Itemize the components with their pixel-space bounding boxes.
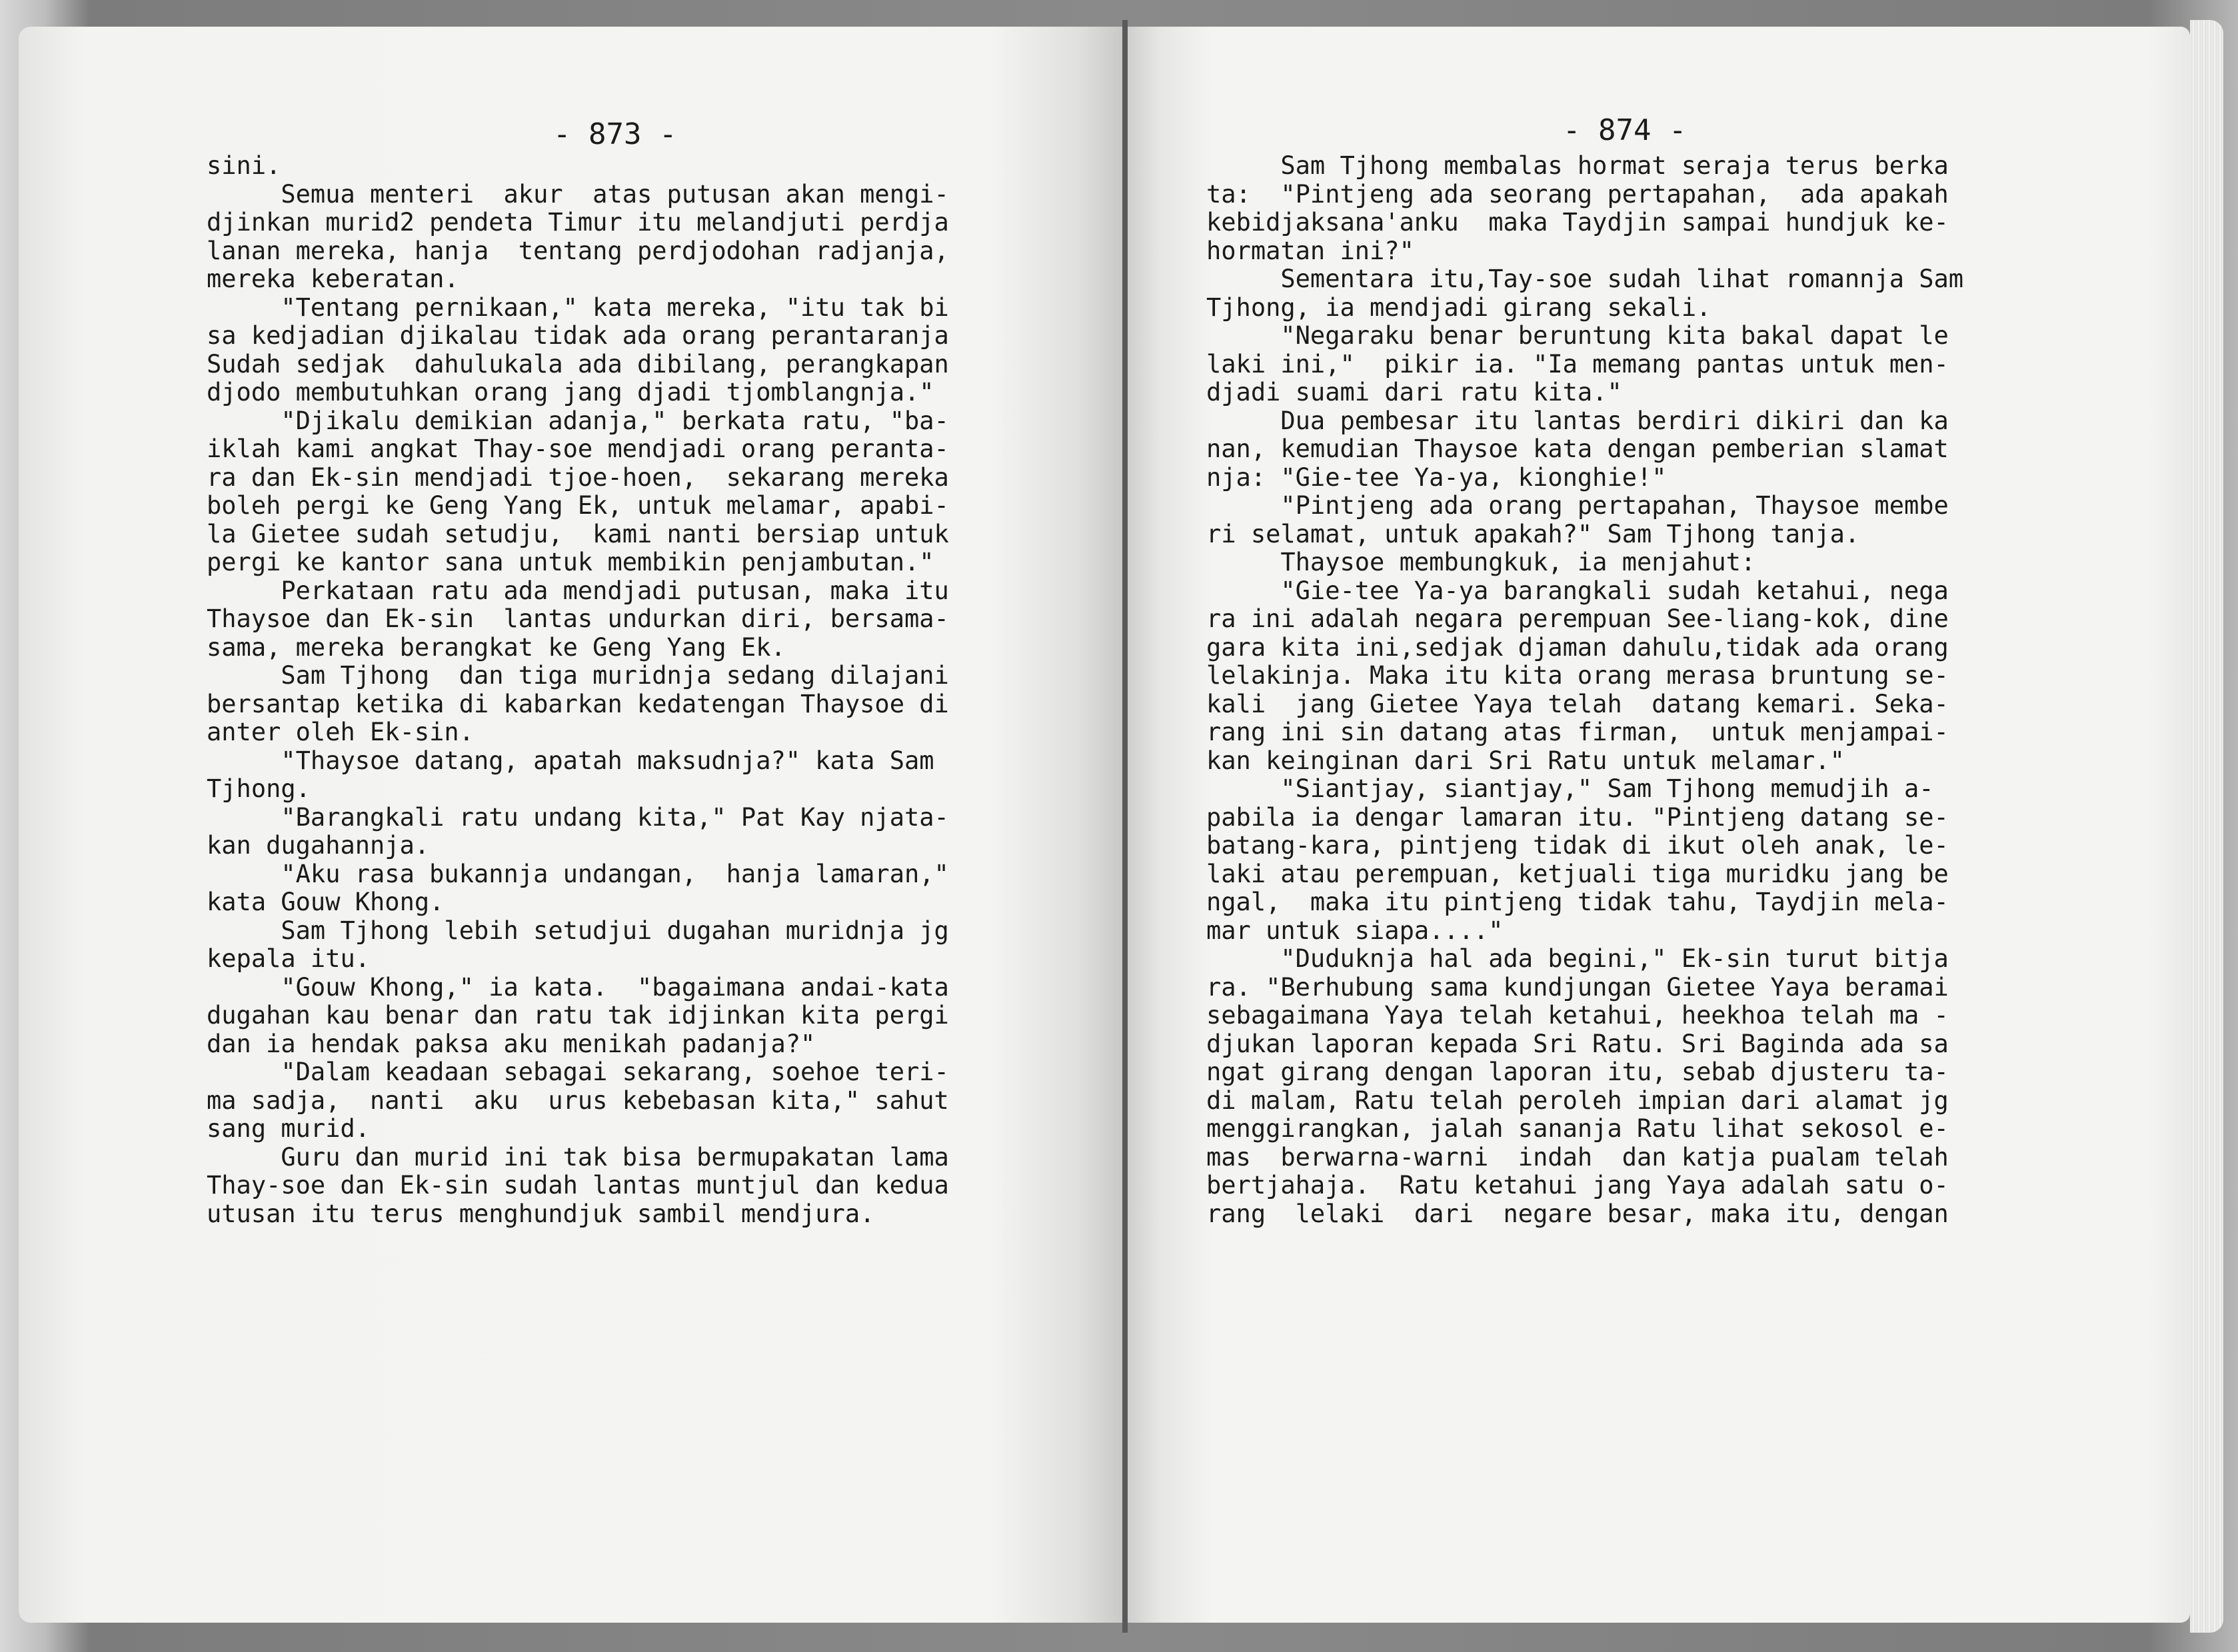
text-line: ra ini adalah negara perempuan See-liang-kok, dine [1206,604,1949,633]
text-line: gara kita ini,sedjak djaman dahulu,tidak ada orang [1206,632,1949,662]
text-line: sama, mereka berangkat ke Geng Yang Ek. [207,632,786,662]
left-page-text [207,152,1073,1228]
text-line: sebagaimana Yaya telah ketahui, heekhoa telah ma - [1206,1001,1949,1030]
text-line: lelakinja. Maka itu kita orang merasa bruntung se- [1206,661,1949,690]
left-page-number: - 873 - [553,117,677,151]
text-line: hormatan ini?" [1206,236,1414,265]
text-line: lanan mereka, hanja tentang perdjodohan radjanja, [207,236,949,265]
text-line: batang-kara, pintjeng tidak di ikut oleh anak, le- [1206,831,1949,860]
right-page-text [1206,152,2073,1228]
text-line: laki atau perempuan, ketjuali tiga muridku jang be [1206,859,1949,888]
text-line: kali jang Gietee Yaya telah datang kemari. Seka- [1206,689,1949,718]
text-line: la Gietee sudah setudju, kami nanti bersiap untuk [207,519,949,548]
text-line: mereka keberatan. [207,265,459,293]
text-line: sini. [207,151,281,180]
text-line: kan keinginan dari Sri Ratu untuk melamar." [1206,746,1845,775]
text-line: Semua menteri akur atas putusan akan mengi- [207,179,949,209]
text-line: Tjhong. [207,774,311,803]
text-line: Thaysoe dan Ek-sin lantas undurkan diri, bersama- [207,604,949,633]
text-line: Sam Tjhong dan tiga muridnja sedang dilajani [207,661,949,690]
text-line: ta: "Pintjeng ada seorang pertapahan, ada apakah [1206,179,1949,209]
text-line: "Barangkali ratu undang kita," Pat Kay njata- [207,802,949,832]
text-line: "Negaraku benar beruntung kita bakal dapat le [1206,321,1949,350]
text-line: "Dalam keadaan sebagai sekarang, soehoe teri- [207,1058,949,1086]
text-line: Dua pembesar itu lantas berdiri dikiri dan ka [1206,406,1949,435]
text-line: kebidjaksana'anku maka Taydjin sampai hundjuk ke- [1206,208,1949,237]
text-line: kata Gouw Khong. [207,888,445,916]
text-line: ngat girang dengan laporan itu, sebab djusteru ta- [1206,1058,1949,1086]
text-line: menggirangkan, jalah sananja Ratu lihat sekosol e- [1206,1114,1949,1143]
text-line: Perkataan ratu ada mendjadi putusan, maka itu [207,576,949,605]
text-line: pabila ia dengar lamaran itu. "Pintjeng datang se- [1206,802,1949,832]
text-line: kepala itu. [207,944,371,973]
text-line: djadi suami dari ratu kita." [1206,378,1622,407]
text-line: nan, kemudian Thaysoe kata dengan pemberian slamat [1206,434,1949,463]
text-line: Thay-soe dan Ek-sin sudah lantas muntjul dan kedua [207,1171,949,1200]
text-line: ngal, maka itu pintjeng tidak tahu, Taydjin mela- [1206,888,1949,916]
text-line: Sementara itu,Tay-soe sudah lihat romannja Sam [1206,265,1964,293]
text-line: boleh pergi ke Geng Yang Ek, untuk melamar, apabi- [207,491,949,520]
text-line: dan ia hendak paksa aku menikah padanja?" [207,1029,816,1058]
text-line: "Tentang pernikaan," kata mereka, "itu tak bi [207,293,949,322]
text-line: Sam Tjhong membalas hormat seraja terus berka [1206,151,1949,180]
text-line: iklah kami angkat Thay-soe mendjadi orang peranta- [207,434,949,463]
text-line: sa kedjadian djikalau tidak ada orang perantaranja [207,321,949,350]
text-line: djukan laporan kepada Sri Ratu. Sri Baginda ada sa [1206,1029,1949,1058]
text-line: "Gie-tee Ya-ya barangkali sudah ketahui, nega [1206,576,1949,605]
text-line: Tjhong, ia mendjadi girang sekali. [1206,293,1711,322]
text-line: pergi ke kantor sana untuk membikin penjambutan." [207,548,934,576]
text-line: nja: "Gie-tee Ya-ya, kionghie!" [1206,462,1667,492]
text-line: "Thaysoe datang, apatah maksudnja?" kata Sam [207,746,934,775]
text-line: Sam Tjhong lebih setudjui dugahan muridnja jg [207,916,949,945]
text-line: sang murid. [207,1114,371,1143]
text-line: ra. "Berhubung sama kundjungan Gietee Yaya beramai [1206,972,1949,1002]
text-line: rang lelaki dari negare besar, maka itu, dengan [1206,1199,1949,1228]
text-line: "Duduknja hal ada begini," Ek-sin turut bitja [1206,944,1949,973]
book-gutter [1122,20,1128,1633]
text-line: ra dan Ek-sin mendjadi tjoe-hoen, sekarang mereka [207,462,949,492]
text-line: djinkan murid2 pendeta Timur itu melandjuti perdja [207,208,949,237]
text-line: bertjahaja. Ratu ketahui jang Yaya adalah satu o- [1206,1171,1949,1200]
text-line: laki ini," pikir ia. "Ia memang pantas untuk men- [1206,349,1949,379]
right-page-number: - 874 - [1563,113,1687,147]
text-line: kan dugahannja. [207,831,430,860]
text-line: bersantap ketika di kabarkan kedatengan Thaysoe di [207,689,949,718]
text-line: ri selamat, untuk apakah?" Sam Tjhong tanja. [1206,519,1860,548]
text-line: Sudah sedjak dahulukala ada dibilang, perangkapan [207,349,949,379]
text-line: "Siantjay, siantjay," Sam Tjhong memudjih a- [1206,774,1934,803]
text-line: ma sadja, nanti aku urus kebebasan kita," sahut [207,1086,949,1115]
text-line: djodo membutuhkan orang jang djadi tjomblangnja." [207,378,934,407]
text-line: "Djikalu demikian adanja," berkata ratu, "ba- [207,406,949,435]
text-line: anter oleh Ek-sin. [207,718,474,746]
text-line: "Gouw Khong," ia kata. "bagaimana andai-kata [207,972,949,1002]
text-line: mas berwarna-warni indah dan katja pualam telah [1206,1142,1949,1172]
text-line: mar untuk siapa...." [1206,916,1504,945]
text-line: utusan itu terus menghundjuk sambil mendjura. [207,1199,875,1228]
text-line: Guru dan murid ini tak bisa bermupakatan lama [207,1142,949,1172]
text-line: rang ini sin datang atas firman, untuk menjampai- [1206,718,1949,746]
page-edges [2190,20,2223,1633]
text-line: "Aku rasa bukannja undangan, hanja lamaran," [207,859,949,888]
text-line: "Pintjeng ada orang pertapahan, Thaysoe membe [1206,491,1949,520]
text-line: di malam, Ratu telah peroleh impian dari alamat jg [1206,1086,1949,1115]
text-line: dugahan kau benar dan ratu tak idjinkan kita pergi [207,1001,949,1030]
text-line: Thaysoe membungkuk, ia menjahut: [1206,548,1756,576]
